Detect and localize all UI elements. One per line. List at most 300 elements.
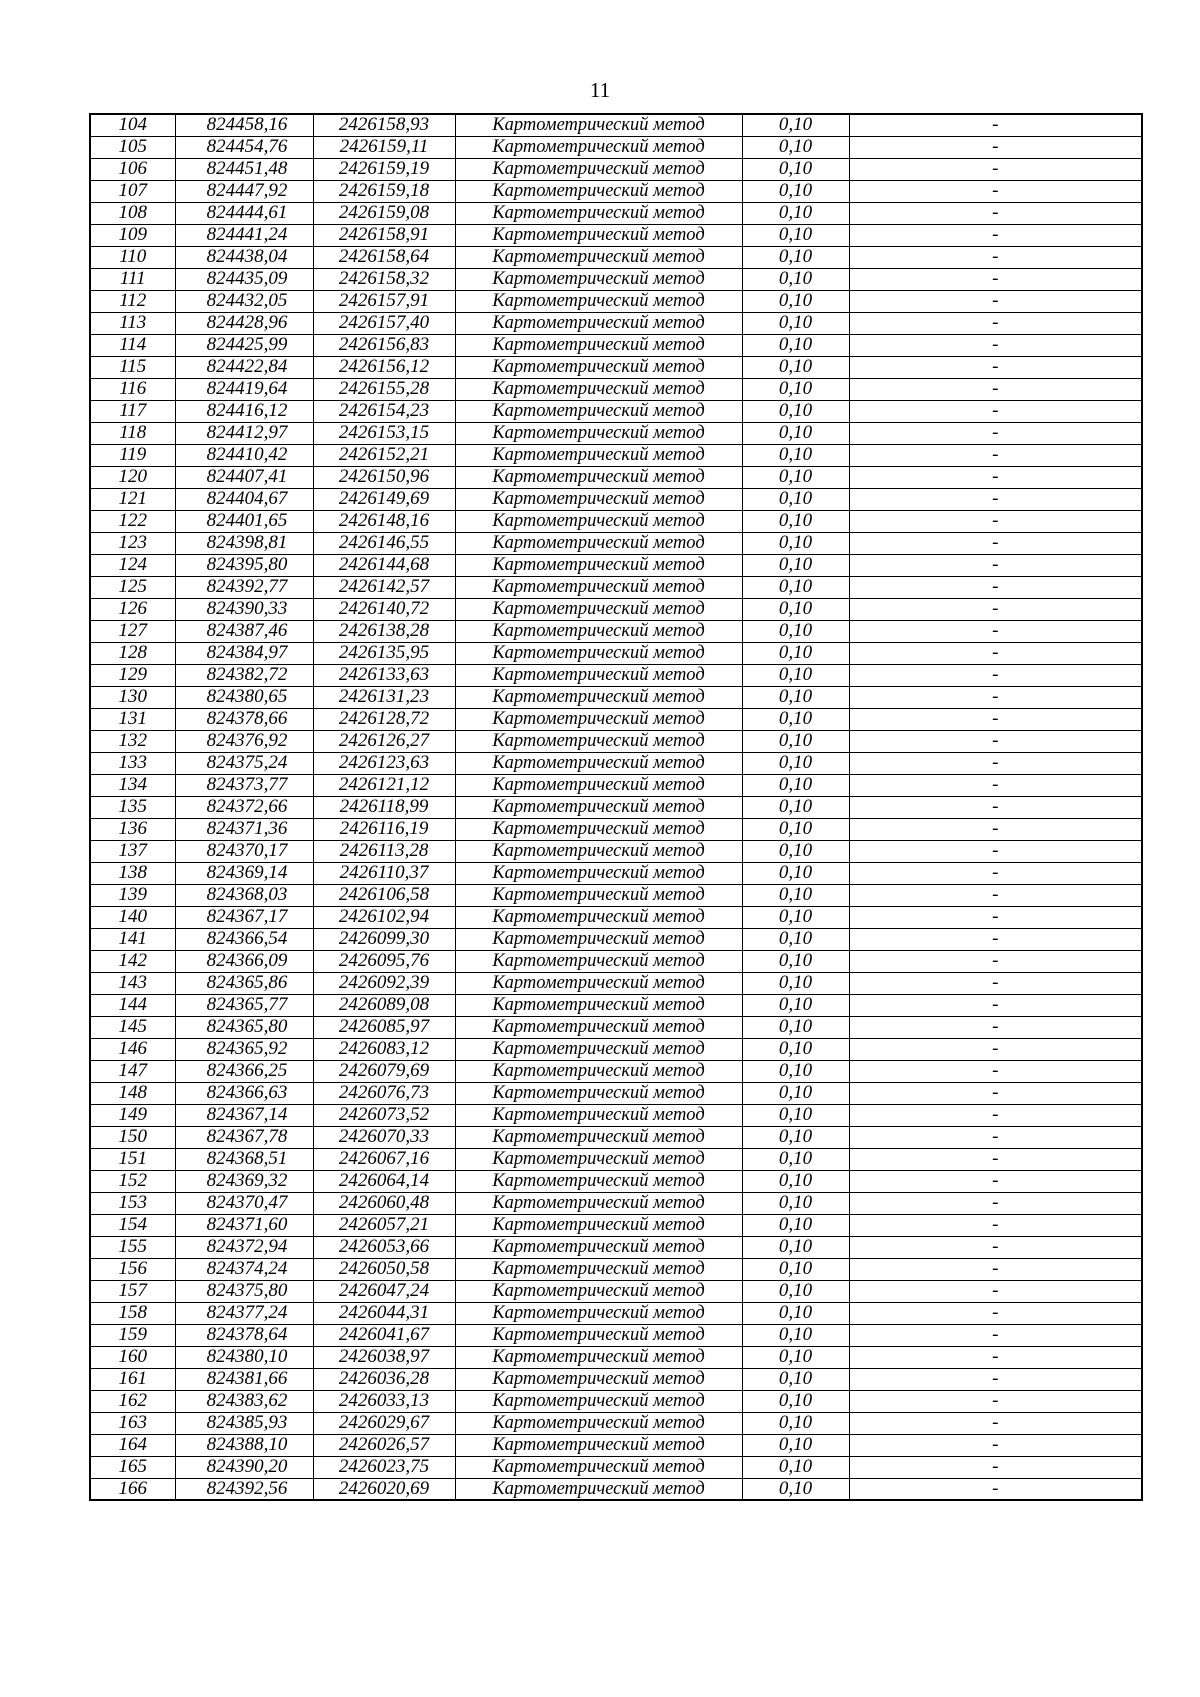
y-coordinate-cell: 2426070,33 bbox=[313, 1126, 455, 1148]
table-row bbox=[90, 444, 1142, 466]
x-coordinate-cell: 824381,66 bbox=[175, 1368, 313, 1390]
y-coordinate-cell: 2426155,28 bbox=[313, 378, 455, 400]
note-cell: - bbox=[849, 906, 1142, 928]
accuracy-cell: 0,10 bbox=[742, 444, 849, 466]
x-coordinate-cell: 824395,80 bbox=[175, 554, 313, 576]
y-coordinate-cell: 2426113,28 bbox=[313, 840, 455, 862]
method-cell: Картометрический метод bbox=[455, 312, 742, 334]
accuracy-cell: 0,10 bbox=[742, 114, 849, 136]
x-coordinate-cell: 824425,99 bbox=[175, 334, 313, 356]
point-number-cell: 124 bbox=[90, 554, 175, 576]
x-coordinate-cell: 824422,84 bbox=[175, 356, 313, 378]
table-row bbox=[90, 1258, 1142, 1280]
table-row bbox=[90, 708, 1142, 730]
accuracy-cell: 0,10 bbox=[742, 928, 849, 950]
point-number-cell: 144 bbox=[90, 994, 175, 1016]
x-coordinate-cell: 824432,05 bbox=[175, 290, 313, 312]
method-cell: Картометрический метод bbox=[455, 136, 742, 158]
y-coordinate-cell: 2426102,94 bbox=[313, 906, 455, 928]
table-row bbox=[90, 1280, 1142, 1302]
note-cell: - bbox=[849, 1390, 1142, 1412]
x-coordinate-cell: 824375,24 bbox=[175, 752, 313, 774]
method-cell: Картометрический метод bbox=[455, 1280, 742, 1302]
note-cell: - bbox=[849, 1192, 1142, 1214]
method-cell: Картометрический метод bbox=[455, 752, 742, 774]
y-coordinate-cell: 2426092,39 bbox=[313, 972, 455, 994]
point-number-cell: 166 bbox=[90, 1478, 175, 1500]
note-cell: - bbox=[849, 466, 1142, 488]
y-coordinate-cell: 2426067,16 bbox=[313, 1148, 455, 1170]
point-number-cell: 108 bbox=[90, 202, 175, 224]
note-cell: - bbox=[849, 1148, 1142, 1170]
table-row bbox=[90, 884, 1142, 906]
method-cell: Картометрический метод bbox=[455, 1346, 742, 1368]
x-coordinate-cell: 824365,92 bbox=[175, 1038, 313, 1060]
x-coordinate-cell: 824365,80 bbox=[175, 1016, 313, 1038]
method-cell: Картометрический метод bbox=[455, 1148, 742, 1170]
y-coordinate-cell: 2426121,12 bbox=[313, 774, 455, 796]
accuracy-cell: 0,10 bbox=[742, 1478, 849, 1500]
note-cell: - bbox=[849, 1038, 1142, 1060]
x-coordinate-cell: 824390,20 bbox=[175, 1456, 313, 1478]
x-coordinate-cell: 824380,65 bbox=[175, 686, 313, 708]
table-row bbox=[90, 224, 1142, 246]
accuracy-cell: 0,10 bbox=[742, 224, 849, 246]
point-number-cell: 118 bbox=[90, 422, 175, 444]
table-row bbox=[90, 510, 1142, 532]
point-number-cell: 152 bbox=[90, 1170, 175, 1192]
x-coordinate-cell: 824367,17 bbox=[175, 906, 313, 928]
method-cell: Картометрический метод bbox=[455, 1214, 742, 1236]
accuracy-cell: 0,10 bbox=[742, 686, 849, 708]
method-cell: Картометрический метод bbox=[455, 1258, 742, 1280]
y-coordinate-cell: 2426053,66 bbox=[313, 1236, 455, 1258]
y-coordinate-cell: 2426020,69 bbox=[313, 1478, 455, 1500]
x-coordinate-cell: 824444,61 bbox=[175, 202, 313, 224]
point-number-cell: 123 bbox=[90, 532, 175, 554]
accuracy-cell: 0,10 bbox=[742, 1258, 849, 1280]
accuracy-cell: 0,10 bbox=[742, 840, 849, 862]
x-coordinate-cell: 824369,14 bbox=[175, 862, 313, 884]
accuracy-cell: 0,10 bbox=[742, 1456, 849, 1478]
note-cell: - bbox=[849, 532, 1142, 554]
x-coordinate-cell: 824368,03 bbox=[175, 884, 313, 906]
note-cell: - bbox=[849, 884, 1142, 906]
method-cell: Картометрический метод bbox=[455, 950, 742, 972]
x-coordinate-cell: 824407,41 bbox=[175, 466, 313, 488]
table-row bbox=[90, 488, 1142, 510]
x-coordinate-cell: 824419,64 bbox=[175, 378, 313, 400]
y-coordinate-cell: 2426150,96 bbox=[313, 466, 455, 488]
method-cell: Картометрический метод bbox=[455, 708, 742, 730]
point-number-cell: 119 bbox=[90, 444, 175, 466]
point-number-cell: 162 bbox=[90, 1390, 175, 1412]
table-row bbox=[90, 400, 1142, 422]
table-row bbox=[90, 752, 1142, 774]
accuracy-cell: 0,10 bbox=[742, 1214, 849, 1236]
table-row bbox=[90, 180, 1142, 202]
point-number-cell: 130 bbox=[90, 686, 175, 708]
method-cell: Картометрический метод bbox=[455, 444, 742, 466]
note-cell: - bbox=[849, 1170, 1142, 1192]
x-coordinate-cell: 824371,60 bbox=[175, 1214, 313, 1236]
note-cell: - bbox=[849, 1456, 1142, 1478]
table-row bbox=[90, 620, 1142, 642]
accuracy-cell: 0,10 bbox=[742, 1170, 849, 1192]
accuracy-cell: 0,10 bbox=[742, 994, 849, 1016]
y-coordinate-cell: 2426146,55 bbox=[313, 532, 455, 554]
method-cell: Картометрический метод bbox=[455, 1060, 742, 1082]
x-coordinate-cell: 824416,12 bbox=[175, 400, 313, 422]
point-number-cell: 109 bbox=[90, 224, 175, 246]
method-cell: Картометрический метод bbox=[455, 466, 742, 488]
note-cell: - bbox=[849, 664, 1142, 686]
method-cell: Картометрический метод bbox=[455, 1104, 742, 1126]
accuracy-cell: 0,10 bbox=[742, 356, 849, 378]
method-cell: Картометрический метод bbox=[455, 972, 742, 994]
point-number-cell: 111 bbox=[90, 268, 175, 290]
note-cell: - bbox=[849, 1104, 1142, 1126]
accuracy-cell: 0,10 bbox=[742, 290, 849, 312]
note-cell: - bbox=[849, 730, 1142, 752]
note-cell: - bbox=[849, 1060, 1142, 1082]
y-coordinate-cell: 2426133,63 bbox=[313, 664, 455, 686]
point-number-cell: 148 bbox=[90, 1082, 175, 1104]
y-coordinate-cell: 2426064,14 bbox=[313, 1170, 455, 1192]
y-coordinate-cell: 2426079,69 bbox=[313, 1060, 455, 1082]
method-cell: Картометрический метод bbox=[455, 598, 742, 620]
accuracy-cell: 0,10 bbox=[742, 334, 849, 356]
x-coordinate-cell: 824372,94 bbox=[175, 1236, 313, 1258]
method-cell: Картометрический метод bbox=[455, 1478, 742, 1500]
accuracy-cell: 0,10 bbox=[742, 972, 849, 994]
table-row bbox=[90, 312, 1142, 334]
accuracy-cell: 0,10 bbox=[742, 1104, 849, 1126]
table-row bbox=[90, 1434, 1142, 1456]
note-cell: - bbox=[849, 642, 1142, 664]
x-coordinate-cell: 824377,24 bbox=[175, 1302, 313, 1324]
x-coordinate-cell: 824366,25 bbox=[175, 1060, 313, 1082]
accuracy-cell: 0,10 bbox=[742, 1434, 849, 1456]
accuracy-cell: 0,10 bbox=[742, 488, 849, 510]
accuracy-cell: 0,10 bbox=[742, 906, 849, 928]
table-row bbox=[90, 1104, 1142, 1126]
point-number-cell: 138 bbox=[90, 862, 175, 884]
y-coordinate-cell: 2426159,08 bbox=[313, 202, 455, 224]
accuracy-cell: 0,10 bbox=[742, 1038, 849, 1060]
method-cell: Картометрический метод bbox=[455, 180, 742, 202]
method-cell: Картометрический метод bbox=[455, 224, 742, 246]
note-cell: - bbox=[849, 510, 1142, 532]
method-cell: Картометрический метод bbox=[455, 202, 742, 224]
point-number-cell: 164 bbox=[90, 1434, 175, 1456]
x-coordinate-cell: 824384,97 bbox=[175, 642, 313, 664]
point-number-cell: 137 bbox=[90, 840, 175, 862]
point-number-cell: 114 bbox=[90, 334, 175, 356]
note-cell: - bbox=[849, 312, 1142, 334]
accuracy-cell: 0,10 bbox=[742, 1412, 849, 1434]
table-row bbox=[90, 1192, 1142, 1214]
table-row bbox=[90, 158, 1142, 180]
accuracy-cell: 0,10 bbox=[742, 202, 849, 224]
table-row bbox=[90, 202, 1142, 224]
point-number-cell: 161 bbox=[90, 1368, 175, 1390]
point-number-cell: 106 bbox=[90, 158, 175, 180]
method-cell: Картометрический метод bbox=[455, 378, 742, 400]
note-cell: - bbox=[849, 400, 1142, 422]
y-coordinate-cell: 2426057,21 bbox=[313, 1214, 455, 1236]
x-coordinate-cell: 824380,10 bbox=[175, 1346, 313, 1368]
x-coordinate-cell: 824374,24 bbox=[175, 1258, 313, 1280]
table-row bbox=[90, 774, 1142, 796]
x-coordinate-cell: 824368,51 bbox=[175, 1148, 313, 1170]
note-cell: - bbox=[849, 1368, 1142, 1390]
y-coordinate-cell: 2426152,21 bbox=[313, 444, 455, 466]
table-row bbox=[90, 796, 1142, 818]
point-number-cell: 122 bbox=[90, 510, 175, 532]
x-coordinate-cell: 824370,17 bbox=[175, 840, 313, 862]
accuracy-cell: 0,10 bbox=[742, 1302, 849, 1324]
table-row bbox=[90, 422, 1142, 444]
accuracy-cell: 0,10 bbox=[742, 246, 849, 268]
note-cell: - bbox=[849, 1214, 1142, 1236]
note-cell: - bbox=[849, 378, 1142, 400]
method-cell: Картометрический метод bbox=[455, 510, 742, 532]
x-coordinate-cell: 824375,80 bbox=[175, 1280, 313, 1302]
note-cell: - bbox=[849, 224, 1142, 246]
x-coordinate-cell: 824412,97 bbox=[175, 422, 313, 444]
table-row bbox=[90, 1346, 1142, 1368]
method-cell: Картометрический метод bbox=[455, 1390, 742, 1412]
x-coordinate-cell: 824447,92 bbox=[175, 180, 313, 202]
method-cell: Картометрический метод bbox=[455, 532, 742, 554]
accuracy-cell: 0,10 bbox=[742, 620, 849, 642]
table-row bbox=[90, 576, 1142, 598]
coordinates-table bbox=[89, 113, 1143, 1501]
method-cell: Картометрический метод bbox=[455, 488, 742, 510]
accuracy-cell: 0,10 bbox=[742, 510, 849, 532]
y-coordinate-cell: 2426157,91 bbox=[313, 290, 455, 312]
accuracy-cell: 0,10 bbox=[742, 1346, 849, 1368]
point-number-cell: 104 bbox=[90, 114, 175, 136]
method-cell: Картометрический метод bbox=[455, 1412, 742, 1434]
x-coordinate-cell: 824378,64 bbox=[175, 1324, 313, 1346]
note-cell: - bbox=[849, 950, 1142, 972]
note-cell: - bbox=[849, 1412, 1142, 1434]
x-coordinate-cell: 824369,32 bbox=[175, 1170, 313, 1192]
y-coordinate-cell: 2426158,91 bbox=[313, 224, 455, 246]
y-coordinate-cell: 2426110,37 bbox=[313, 862, 455, 884]
point-number-cell: 145 bbox=[90, 1016, 175, 1038]
table-row bbox=[90, 928, 1142, 950]
method-cell: Картометрический метод bbox=[455, 884, 742, 906]
table-row bbox=[90, 136, 1142, 158]
table-row bbox=[90, 1082, 1142, 1104]
note-cell: - bbox=[849, 202, 1142, 224]
accuracy-cell: 0,10 bbox=[742, 730, 849, 752]
note-cell: - bbox=[849, 620, 1142, 642]
table-row bbox=[90, 1368, 1142, 1390]
point-number-cell: 120 bbox=[90, 466, 175, 488]
point-number-cell: 121 bbox=[90, 488, 175, 510]
x-coordinate-cell: 824410,42 bbox=[175, 444, 313, 466]
accuracy-cell: 0,10 bbox=[742, 708, 849, 730]
x-coordinate-cell: 824451,48 bbox=[175, 158, 313, 180]
table-row bbox=[90, 906, 1142, 928]
table-row bbox=[90, 466, 1142, 488]
table-row bbox=[90, 1170, 1142, 1192]
method-cell: Картометрический метод bbox=[455, 686, 742, 708]
y-coordinate-cell: 2426033,13 bbox=[313, 1390, 455, 1412]
y-coordinate-cell: 2426142,57 bbox=[313, 576, 455, 598]
note-cell: - bbox=[849, 818, 1142, 840]
method-cell: Картометрический метод bbox=[455, 840, 742, 862]
point-number-cell: 132 bbox=[90, 730, 175, 752]
page-number: 11 bbox=[589, 78, 611, 102]
y-coordinate-cell: 2426116,19 bbox=[313, 818, 455, 840]
note-cell: - bbox=[849, 1016, 1142, 1038]
point-number-cell: 151 bbox=[90, 1148, 175, 1170]
method-cell: Картометрический метод bbox=[455, 356, 742, 378]
accuracy-cell: 0,10 bbox=[742, 312, 849, 334]
note-cell: - bbox=[849, 1346, 1142, 1368]
table-row bbox=[90, 1302, 1142, 1324]
note-cell: - bbox=[849, 862, 1142, 884]
method-cell: Картометрический метод bbox=[455, 730, 742, 752]
point-number-cell: 112 bbox=[90, 290, 175, 312]
x-coordinate-cell: 824373,77 bbox=[175, 774, 313, 796]
y-coordinate-cell: 2426029,67 bbox=[313, 1412, 455, 1434]
method-cell: Картометрический метод bbox=[455, 114, 742, 136]
point-number-cell: 125 bbox=[90, 576, 175, 598]
method-cell: Картометрический метод bbox=[455, 620, 742, 642]
accuracy-cell: 0,10 bbox=[742, 774, 849, 796]
x-coordinate-cell: 824367,78 bbox=[175, 1126, 313, 1148]
point-number-cell: 136 bbox=[90, 818, 175, 840]
y-coordinate-cell: 2426159,18 bbox=[313, 180, 455, 202]
accuracy-cell: 0,10 bbox=[742, 818, 849, 840]
point-number-cell: 158 bbox=[90, 1302, 175, 1324]
x-coordinate-cell: 824371,36 bbox=[175, 818, 313, 840]
note-cell: - bbox=[849, 180, 1142, 202]
table-row bbox=[90, 1038, 1142, 1060]
note-cell: - bbox=[849, 444, 1142, 466]
note-cell: - bbox=[849, 708, 1142, 730]
point-number-cell: 142 bbox=[90, 950, 175, 972]
method-cell: Картометрический метод bbox=[455, 1126, 742, 1148]
y-coordinate-cell: 2426060,48 bbox=[313, 1192, 455, 1214]
note-cell: - bbox=[849, 796, 1142, 818]
x-coordinate-cell: 824365,86 bbox=[175, 972, 313, 994]
accuracy-cell: 0,10 bbox=[742, 1148, 849, 1170]
note-cell: - bbox=[849, 356, 1142, 378]
point-number-cell: 135 bbox=[90, 796, 175, 818]
method-cell: Картометрический метод bbox=[455, 158, 742, 180]
table-row bbox=[90, 972, 1142, 994]
note-cell: - bbox=[849, 488, 1142, 510]
y-coordinate-cell: 2426089,08 bbox=[313, 994, 455, 1016]
y-coordinate-cell: 2426135,95 bbox=[313, 642, 455, 664]
y-coordinate-cell: 2426148,16 bbox=[313, 510, 455, 532]
method-cell: Картометрический метод bbox=[455, 774, 742, 796]
y-coordinate-cell: 2426083,12 bbox=[313, 1038, 455, 1060]
point-number-cell: 134 bbox=[90, 774, 175, 796]
x-coordinate-cell: 824435,09 bbox=[175, 268, 313, 290]
method-cell: Картометрический метод bbox=[455, 246, 742, 268]
x-coordinate-cell: 824428,96 bbox=[175, 312, 313, 334]
x-coordinate-cell: 824388,10 bbox=[175, 1434, 313, 1456]
method-cell: Картометрический метод bbox=[455, 1302, 742, 1324]
y-coordinate-cell: 2426149,69 bbox=[313, 488, 455, 510]
accuracy-cell: 0,10 bbox=[742, 180, 849, 202]
point-number-cell: 157 bbox=[90, 1280, 175, 1302]
accuracy-cell: 0,10 bbox=[742, 422, 849, 444]
accuracy-cell: 0,10 bbox=[742, 1016, 849, 1038]
note-cell: - bbox=[849, 686, 1142, 708]
y-coordinate-cell: 2426154,23 bbox=[313, 400, 455, 422]
method-cell: Картометрический метод bbox=[455, 1038, 742, 1060]
x-coordinate-cell: 824366,54 bbox=[175, 928, 313, 950]
point-number-cell: 146 bbox=[90, 1038, 175, 1060]
note-cell: - bbox=[849, 1302, 1142, 1324]
point-number-cell: 131 bbox=[90, 708, 175, 730]
accuracy-cell: 0,10 bbox=[742, 1192, 849, 1214]
table-row bbox=[90, 840, 1142, 862]
table-row bbox=[90, 664, 1142, 686]
method-cell: Картометрический метод bbox=[455, 1192, 742, 1214]
x-coordinate-cell: 824387,46 bbox=[175, 620, 313, 642]
method-cell: Картометрический метод bbox=[455, 1170, 742, 1192]
method-cell: Картометрический метод bbox=[455, 1236, 742, 1258]
y-coordinate-cell: 2426085,97 bbox=[313, 1016, 455, 1038]
method-cell: Картометрический метод bbox=[455, 1434, 742, 1456]
y-coordinate-cell: 2426106,58 bbox=[313, 884, 455, 906]
note-cell: - bbox=[849, 1082, 1142, 1104]
y-coordinate-cell: 2426023,75 bbox=[313, 1456, 455, 1478]
x-coordinate-cell: 824438,04 bbox=[175, 246, 313, 268]
table-row bbox=[90, 290, 1142, 312]
table-row bbox=[90, 268, 1142, 290]
y-coordinate-cell: 2426099,30 bbox=[313, 928, 455, 950]
y-coordinate-cell: 2426073,52 bbox=[313, 1104, 455, 1126]
table-row bbox=[90, 598, 1142, 620]
method-cell: Картометрический метод bbox=[455, 334, 742, 356]
x-coordinate-cell: 824392,77 bbox=[175, 576, 313, 598]
x-coordinate-cell: 824372,66 bbox=[175, 796, 313, 818]
y-coordinate-cell: 2426159,19 bbox=[313, 158, 455, 180]
accuracy-cell: 0,10 bbox=[742, 400, 849, 422]
table-row bbox=[90, 1456, 1142, 1478]
accuracy-cell: 0,10 bbox=[742, 1236, 849, 1258]
y-coordinate-cell: 2426118,99 bbox=[313, 796, 455, 818]
note-cell: - bbox=[849, 774, 1142, 796]
y-coordinate-cell: 2426131,23 bbox=[313, 686, 455, 708]
table-row bbox=[90, 818, 1142, 840]
point-number-cell: 156 bbox=[90, 1258, 175, 1280]
note-cell: - bbox=[849, 972, 1142, 994]
note-cell: - bbox=[849, 598, 1142, 620]
note-cell: - bbox=[849, 752, 1142, 774]
table-row bbox=[90, 1060, 1142, 1082]
y-coordinate-cell: 2426026,57 bbox=[313, 1434, 455, 1456]
y-coordinate-cell: 2426126,27 bbox=[313, 730, 455, 752]
point-number-cell: 154 bbox=[90, 1214, 175, 1236]
accuracy-cell: 0,10 bbox=[742, 642, 849, 664]
point-number-cell: 126 bbox=[90, 598, 175, 620]
note-cell: - bbox=[849, 422, 1142, 444]
table-row bbox=[90, 1324, 1142, 1346]
method-cell: Картометрический метод bbox=[455, 862, 742, 884]
